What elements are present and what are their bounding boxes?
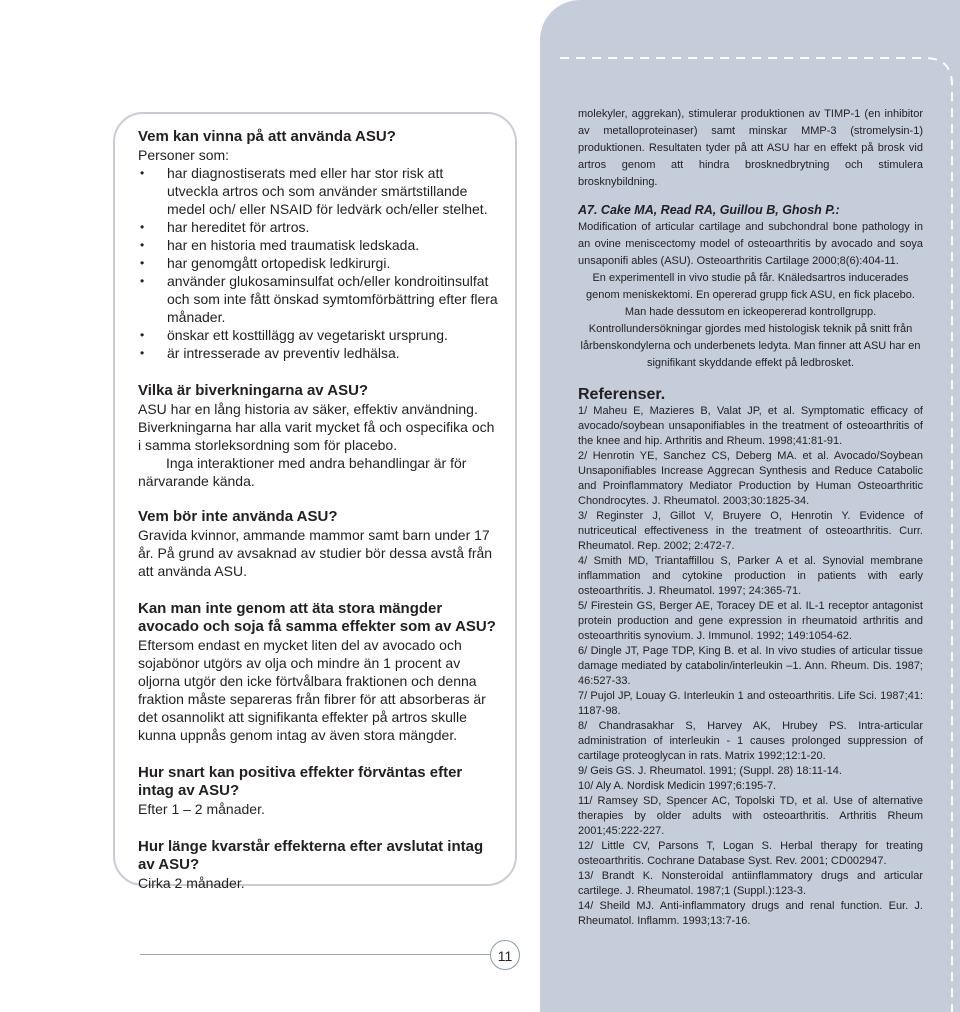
reference-item: 13/ Brandt K. Nonsteroidal antiinflammatory drugs and articular cartilege. J. Rheumatol. 1987;1 (Suppl.):123-3. [578,870,923,897]
benefit-list [138,164,498,362]
list-item: • har hereditet för artros. [138,218,498,236]
reference-item: 9/ Geis GS. J. Rheumatol. 1991; (Suppl. 28) 18:11-14. [578,765,842,777]
right-column [578,106,923,929]
section-intro: Personer som: [138,147,230,163]
study-paragraph: Modification of articular cartilage and subchondral bone pathology in an ovine meniscectomy model of osteoarthritis by avocado and soya unsaponifi ables (ASU). Osteoarthritis Cartilage 2000;8(6):404-11. [578,221,923,267]
section-heading: Hur länge kvarstår effekterna efter avslutat intag av ASU? [138,838,484,873]
section-heading: Vem kan vinna på att använda ASU? [138,128,396,145]
reference-item: 4/ Smith MD, Triantaffillou S, Parker A et al. Synovial membrane inflammation and cytokine production in patients with early osteoarthritis. J. Rheumatol. 1997; 24:365-71. [578,555,923,597]
section-text: ASU har en lång historia av säker, effektiv användning. Biverkningarna har alla varit mycket få och ospecifika och i samma storleksordning som för placebo. [138,401,495,453]
section-how-long [138,838,498,892]
section-heading: Kan man inte genom att äta stora mängder avocado och soja få samma effekter som av ASU? [138,600,496,635]
references-list [578,404,923,929]
section-heading: Vem bör inte använda ASU? [138,508,338,525]
section-text: Gravida kvinnor, ammande mammor samt barn under 17 år. På grund av avsaknad av studier bör dessa avstå från att använda ASU. [138,527,493,579]
study-paragraph: En experimentell in vivo studie på får. Knäledsartros inducerades genom meniskektomi. En opererad grupp fick ASU, en fick placebo. Man hade dessutom en ickeopererad kontrollgrupp. Kontrollundersökningar gjordes med histologisk teknik på snitt från lårbenskondylerna och underbenets ledyta. Man finner att ASU har en signifikant skyddande effekt på ledbrosket. [580,272,921,369]
list-item: • använder glukosaminsulfat och/eller kondroitinsulfat och som inte fått önskad symtomförbättring efter flera månader. [138,272,498,326]
section-how-soon [138,764,498,818]
section-text: Cirka 2 månader. [138,875,245,891]
list-item: • önskar ett kosttillägg av vegetariskt ursprung. [138,326,498,344]
section-eat-avocado [138,600,498,744]
reference-item: 5/ Firestein GS, Berger AE, Toracey DE et al. IL-1 receptor antagonist protein production and gene expression in rheumatoid arthritis and osteoarthritis synovium. J. Immunol. 1992; 149:1054-62. [578,600,923,642]
reference-item: 6/ Dingle JT, Page TDP, King B. et al. In vivo studies of articular tissue damage mediated by catabolin/interleukin –1. Ann. Rheum. Dis. 1987; 46:527-33. [578,645,923,687]
list-item: • är intresserade av preventiv ledhälsa. [138,344,498,362]
reference-item: 2/ Henrotin YE, Sanchez CS, Deberg MA. et al. Avocado/Soybean Unsaponifiables Increase Aggrecan Synthesis and Reduce Catabolic and Proinflammatory Mediator Production by Human Osteoarthritic Chondrocytes. J. Rheumatol. 2003;30:1825-34. [578,450,923,507]
page-number: 11 [490,940,520,970]
left-column [138,128,498,906]
reference-item: 1/ Maheu E, Mazieres B, Valat JP, et al. Symptomatic efficacy of avocado/soybean unsaponifiables in the treatment of osteoarthritis of the knee and hip. Arthritis and Rheum. 1998;41:81-91. [578,405,923,447]
section-side-effects [138,382,498,490]
reference-item: 3/ Reginster J, Gillot V, Bruyere O, Henrotin Y. Evidence of nutriceutical effectiveness in the treatment of osteoarthritis. Curr. Rheumatol. Rep. 2002; 2:472-7. [578,510,923,552]
section-who-benefits [138,128,498,362]
section-text: Eftersom endast en mycket liten del av avocado och sojabönor utgörs av olja och mindre än 1 procent av oljorna utgör den icke förtvålbara fraktionen och denna fraktion måste separeras från fibrer för att absorberas är det osannolikt att signifikanta effekter på artros skulle kunna uppnås genom intag av även stora mängder. [138,637,486,743]
section-text: Inga interaktioner med andra behandlingar är för närvarande kända. [138,455,467,489]
section-heading: Vilka är biverkningarna av ASU? [138,382,369,399]
page-number-rule-left [140,954,490,955]
body-paragraph: molekyler, aggrekan), stimulerar produktionen av TIMP-1 (en inhibitor av metalloproteinaser) samt minskar MMP-3 (stromelysin-1) produktionen. Resultaten tyder på att ASU har en effekt på brosk vid artros genom att hindra brosknedbrytning och stimulera brosknybildning. [578,108,923,188]
references-heading: Referenser. [578,386,666,403]
reference-item: 7/ Pujol JP, Louay G. Interleukin 1 and osteoarthritis. Life Sci. 1987;41: 1187-98. [578,690,923,717]
list-item: • har genomgått ortopedisk ledkirurgi. [138,254,498,272]
study-heading: A7. Cake MA, Read RA, Guillou B, Ghosh P.: [578,203,840,217]
reference-item: 8/ Chandrasakhar S, Harvey AK, Hrubey PS. Intra-articular administration of interleukin - 1 causes prolonged suppression of cartilage proteoglycan in rats. Matrix 1992;12:1-20. [578,720,923,762]
section-text: Efter 1 – 2 månader. [138,801,265,817]
section-heading: Hur snart kan positiva effekter förväntas efter intag av ASU? [138,764,463,799]
section-who-should-not [138,508,498,580]
reference-item: 14/ Sheild MJ. Anti-inflammatory drugs and renal function. Eur. J. Rheumatol. Inflamm. 1993;13:7-16. [578,900,923,927]
list-item: • har diagnostiserats med eller har stor risk att utveckla artros och som använder smärtstillande medel och/ eller NSAID för ledvärk och/eller stelhet. [138,164,498,218]
list-item: • har en historia med traumatisk ledskada. [138,236,498,254]
reference-item: 10/ Aly A. Nordisk Medicin 1997;6:195-7. [578,780,777,792]
reference-item: 11/ Ramsey SD, Spencer AC, Topolski TD, et al. Use of alternative therapies by older adults with osteoarthritis. Arthritis Rheum 2001;45:222-227. [578,795,923,837]
reference-item: 12/ Little CV, Parsons T, Logan S. Herbal therapy for treating osteoarthritis. Cochrane Database Syst. Rev. 2001; CD002947. [578,840,923,867]
